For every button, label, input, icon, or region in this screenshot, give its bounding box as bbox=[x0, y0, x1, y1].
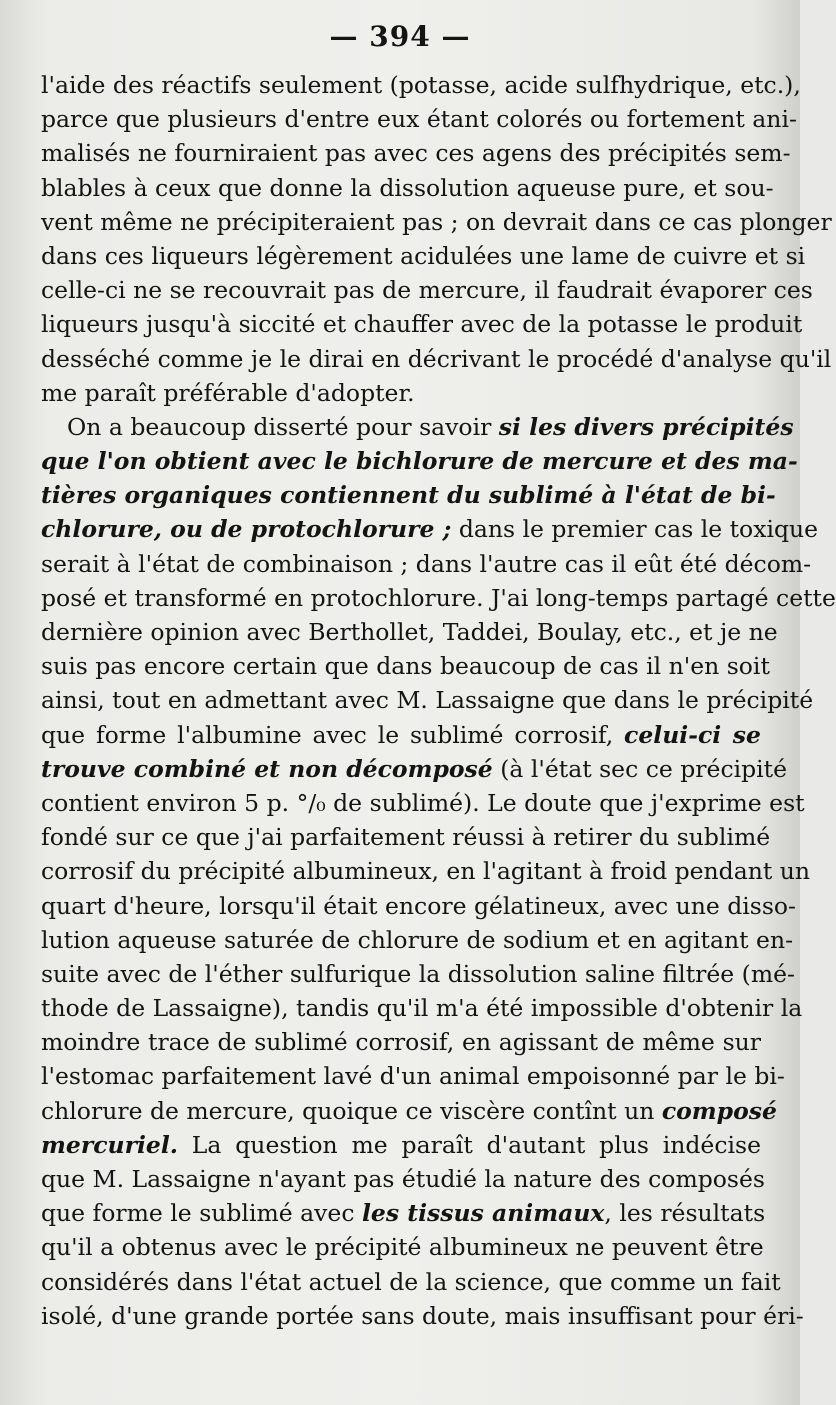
text-run: quart d'heure, lorsqu'il était encore gélatineux, avec une disso- bbox=[41, 891, 796, 920]
text-run: corrosif du précipité albumineux, en l'agitant à froid pendant un bbox=[41, 857, 811, 886]
page-number: — 394 — bbox=[329, 20, 471, 53]
text-run: dans le premier cas le toxique bbox=[451, 515, 819, 544]
text-line bbox=[41, 889, 796, 923]
italic-text-run: si les divers précipités bbox=[498, 412, 794, 441]
text-run: On a beaucoup disserté pour savoir bbox=[67, 412, 499, 441]
text-run: (à l'état sec ce précipité bbox=[492, 754, 788, 783]
text-run: me paraît préférable d'adopter. bbox=[41, 378, 415, 407]
text-line bbox=[41, 752, 788, 786]
text-line bbox=[41, 1094, 777, 1128]
text-run: vent même ne précipiteraient pas ; on devrait dans ce cas plonger bbox=[41, 207, 832, 236]
text-run: contient environ 5 p. °/₀ de sublimé). Le doute que j'exprime est bbox=[41, 788, 805, 817]
text-line bbox=[41, 410, 794, 444]
text-line bbox=[41, 683, 814, 717]
text-run: posé et transformé en protochlorure. J'ai long-temps partagé cette bbox=[41, 583, 836, 612]
text-run: chlorure de mercure, quoique ce viscère contînt un bbox=[41, 1096, 662, 1125]
text-line bbox=[41, 307, 803, 341]
italic-text-run: mercuriel. bbox=[41, 1130, 178, 1159]
italic-text-run: celui-ci se bbox=[624, 720, 761, 749]
text-run: La question me paraît d'autant plus indécise bbox=[177, 1130, 761, 1159]
text-run: considérés dans l'état actuel de la science, que comme un fait bbox=[41, 1267, 781, 1296]
text-run: dans ces liqueurs légèrement acidulées une lame de cuivre et si bbox=[41, 241, 806, 270]
text-line bbox=[41, 512, 819, 546]
italic-text-run: tières organiques contiennent du sublimé à l'état de bi- bbox=[41, 481, 776, 510]
text-line bbox=[41, 1162, 765, 1196]
text-line bbox=[41, 786, 805, 820]
text-line bbox=[41, 376, 761, 410]
text-line bbox=[41, 649, 770, 683]
text-run: serait à l'état de combinaison ; dans l'autre cas il eût été décom- bbox=[41, 549, 812, 578]
text-run: que forme l'albumine avec le sublimé corrosif, bbox=[41, 720, 625, 749]
text-line bbox=[41, 1059, 785, 1093]
text-line bbox=[41, 444, 798, 478]
italic-text-run: composé bbox=[661, 1096, 777, 1125]
text-line bbox=[41, 273, 813, 307]
text-line bbox=[41, 1128, 761, 1162]
text-line bbox=[41, 615, 778, 649]
text-run: , les résultats bbox=[604, 1199, 766, 1228]
text-run: malisés ne fourniraient pas avec ces agens des précipités sem- bbox=[41, 139, 791, 168]
italic-text-run: les tissus animaux bbox=[361, 1199, 605, 1228]
text-line bbox=[41, 478, 776, 512]
text-run: parce que plusieurs d'entre eux étant colorés ou fortement ani- bbox=[41, 105, 797, 134]
text-line bbox=[41, 136, 791, 170]
italic-text-run: chlorure, ou de protochlorure ; bbox=[41, 515, 452, 544]
text-run: qu'il a obtenus avec le précipité albumineux ne peuvent être bbox=[41, 1233, 764, 1262]
text-line bbox=[41, 102, 797, 136]
text-line bbox=[41, 1025, 761, 1059]
text-line bbox=[41, 1196, 766, 1230]
text-run: liqueurs jusqu'à siccité et chauffer avec de la potasse le produit bbox=[41, 310, 803, 339]
text-run: isolé, d'une grande portée sans doute, mais insuffisant pour éri- bbox=[41, 1301, 804, 1330]
text-run: blables à ceux que donne la dissolution aqueuse pure, et sou- bbox=[41, 173, 774, 202]
text-run: dernière opinion avec Berthollet, Taddei, Boulay, etc., et je ne bbox=[41, 618, 778, 646]
text-run: suis pas encore certain que dans beaucoup de cas il n'en soit bbox=[41, 652, 770, 681]
text-line bbox=[41, 68, 801, 102]
text-line bbox=[41, 718, 761, 752]
text-run: moindre trace de sublimé corrosif, en agissant de même sur bbox=[41, 1028, 761, 1057]
text-line bbox=[41, 547, 812, 581]
text-run: desséché comme je le dirai en décrivant le procédé d'analyse qu'il bbox=[41, 344, 832, 373]
text-line bbox=[41, 171, 774, 205]
text-line bbox=[41, 1230, 764, 1264]
text-run: suite avec de l'éther sulfurique la dissolution saline filtrée (mé- bbox=[41, 959, 795, 988]
text-run: que M. Lassaigne n'ayant pas étudié la nature des composés bbox=[41, 1165, 765, 1193]
text-line bbox=[41, 1299, 804, 1333]
text-run: lution aqueuse saturée de chlorure de sodium et en agitant en- bbox=[41, 925, 794, 954]
text-run: thode de Lassaigne), tandis qu'il m'a été impossible d'obtenir la bbox=[41, 994, 803, 1023]
text-line bbox=[41, 1265, 781, 1299]
text-line bbox=[41, 820, 771, 854]
text-line bbox=[41, 923, 794, 957]
text-run: que forme le sublimé avec bbox=[41, 1199, 362, 1228]
text-line bbox=[41, 991, 803, 1025]
text-line bbox=[41, 854, 811, 888]
text-line bbox=[41, 581, 836, 615]
text-run: celle-ci ne se recouvrait pas de mercure, il faudrait évaporer ces bbox=[41, 276, 813, 305]
text-line bbox=[41, 957, 795, 991]
text-line bbox=[41, 239, 806, 273]
page-body-text bbox=[41, 68, 836, 1333]
text-run: l'estomac parfaitement lavé d'un animal empoisonné par le bi- bbox=[41, 1062, 785, 1091]
text-run: fondé sur ce que j'ai parfaitement réussi à retirer du sublimé bbox=[41, 823, 771, 852]
text-line bbox=[41, 342, 832, 376]
text-run: l'aide des réactifs seulement (potasse, acide sulfhydrique, etc.), bbox=[41, 71, 801, 99]
italic-text-run: que l'on obtient avec le bichlorure de mercure et des ma- bbox=[41, 447, 798, 476]
text-run: ainsi, tout en admettant avec M. Lassaigne que dans le précipité bbox=[41, 686, 814, 715]
italic-text-run: trouve combiné et non décomposé bbox=[41, 754, 493, 783]
text-line bbox=[41, 205, 832, 239]
